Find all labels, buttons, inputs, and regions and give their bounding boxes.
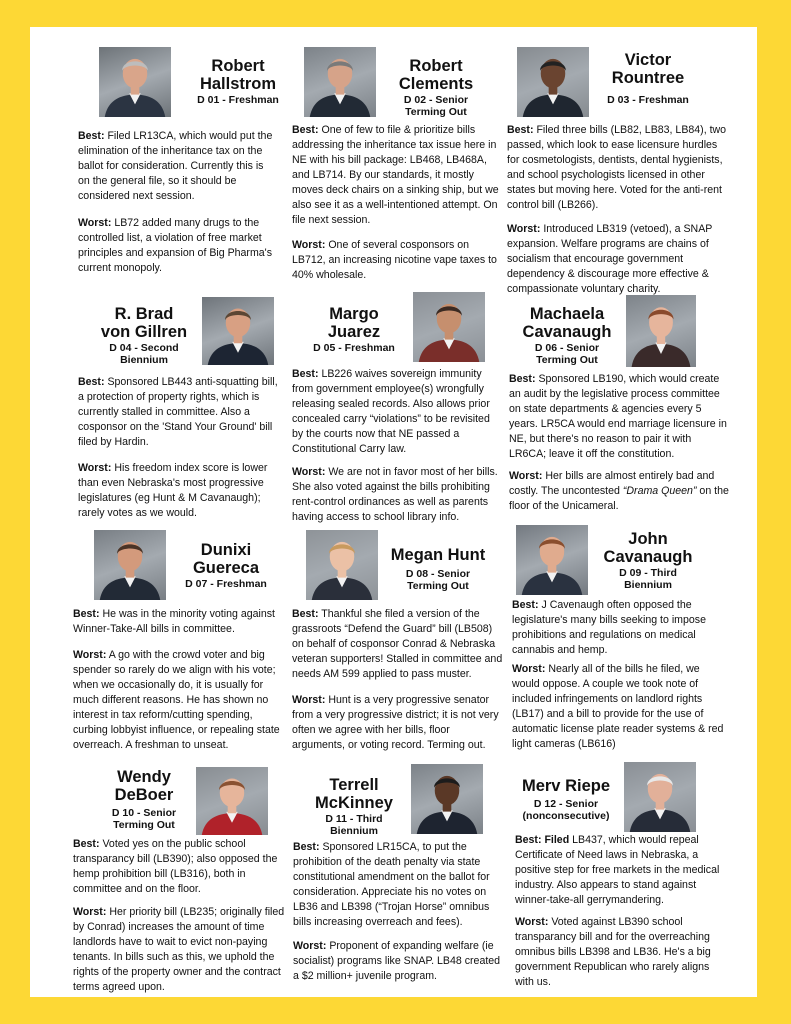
portrait-photo xyxy=(626,295,696,367)
best-text: Best: LB226 waives sovereign immunity from government employee(s) wrongfully releasing sealed records. Also allows prior concealed carry “violations” to be revisited by the courts now that NE passed a Constitutional Carry law. xyxy=(292,368,490,456)
district-label: D 06 - Senior Terming Out xyxy=(534,342,600,366)
best-text: Best: Voted yes on the public school transparancy bill (LB390); also opposed the hemp prohibition bill (LB316), both in committee and on the floor. xyxy=(73,838,278,896)
district-label: D 08 - Senior Terming Out xyxy=(405,568,471,592)
best-text: Best: Sponsored LB190, which would create an audit by the legislative process committee on state departments & agencies every 5 years. LR5CA would end marriage licensure in NE, but there's no reason to pair it with LR6CA; leave it off the constitution. xyxy=(509,373,727,461)
portrait-photo xyxy=(517,47,589,117)
portrait-silhouette xyxy=(99,47,171,117)
best-text: Best: Thankful she filed a version of the grassroots “Defend the Guard” bill (LB508) on behalf of cosponsor Conrad & Nebraska veteran supporters! Stalled in committee and needs AM 599 applied to pass muster. xyxy=(292,608,503,681)
best-text: Best: He was in the minority voting against Winner-Take-All bills in committee. xyxy=(73,608,275,636)
worst-text: Worst: We are not in favor most of her bills. She also voted against the bills prohibiting rent-control ordinances as well as parents having access to school library info. xyxy=(292,466,498,524)
portrait-photo xyxy=(94,530,166,600)
best-text: Best: Filed LR13CA, which would put the elimination of the inheritance tax on the ballot for consideration. Currently this is on the general file, so it should be considered next session. xyxy=(78,130,273,203)
district-label: D 03 - Freshman xyxy=(607,94,689,106)
portrait-silhouette xyxy=(517,47,589,117)
worst-text: Worst: Proponent of expanding welfare (ie socialist) programs like SNAP. LB48 created a $2 million+ juvenile program. xyxy=(293,940,501,983)
district-label: D 01 - Freshman xyxy=(197,94,279,106)
district-label: D 05 - Freshman xyxy=(313,342,395,354)
portrait-silhouette xyxy=(196,767,268,835)
portrait-photo xyxy=(196,767,268,835)
district-label: D 11 - Third Biennium xyxy=(325,813,383,837)
portrait-silhouette xyxy=(516,525,588,595)
legislator-name: Merv Riepe xyxy=(521,777,611,795)
district-label: D 07 - Freshman xyxy=(185,578,267,590)
legislator-name: John Cavanaugh xyxy=(603,530,693,567)
worst-text: Worst: Her priority bill (LB235; originally filed by Conrad) increases the amount of time landlords have to wait to evict non-paying tenants. In bills such as this, we uphold the rights of the property owner and the contract terms agreed upon. xyxy=(73,906,285,994)
portrait-silhouette xyxy=(304,47,376,117)
portrait-photo xyxy=(99,47,171,117)
worst-text: Worst: Her bills are almost entirely bad and costly. The uncontested “Drama Queen” on the floor of the Unicameral. xyxy=(509,470,729,513)
district-label: D 10 - Senior Terming Out xyxy=(111,807,177,831)
portrait-photo xyxy=(202,297,274,365)
legislator-name: R. Brad von Gillren xyxy=(100,305,188,342)
best-text: Best: Filed LB437, which would repeal Certificate of Need laws in Nebraska, a positive step for free markets in the medical industry. Also appears to stand against winner-take-all gerrymandering. xyxy=(515,834,720,907)
district-label: D 09 - Third Biennium xyxy=(619,567,677,591)
portrait-silhouette xyxy=(413,292,485,362)
portrait-photo xyxy=(411,764,483,834)
worst-text: Worst: Hunt is a very progressive senator from a very progressive district; it is not very often we agree with her bills, floor arguments, or voting record. Terming out. xyxy=(292,694,499,752)
portrait-silhouette xyxy=(626,295,696,367)
page-panel xyxy=(30,27,757,997)
portrait-photo xyxy=(413,292,485,362)
legislator-name: Wendy DeBoer xyxy=(114,768,174,805)
portrait-photo xyxy=(304,47,376,117)
worst-text: Worst: Nearly all of the bills he filed, we would oppose. A couple we took note of included infringements on landlord rights (LB17) and a bill to provide for the use of automatic license plate reader systems & red light cameras (LB616) xyxy=(512,663,724,751)
legislator-name: Dunixi Guereca xyxy=(192,541,260,578)
legislator-name: Robert Hallstrom xyxy=(199,57,277,94)
district-label: D 02 - Senior Terming Out xyxy=(403,94,469,118)
district-label: D 04 - Second Biennium xyxy=(109,342,179,366)
best-text: Best: Sponsored LB443 anti-squatting bill, a protection of property rights, which is currently stalled in committee. Also a cosponsor on the 'Stand Your Ground' bill filed by Hardin. xyxy=(78,376,278,449)
legislator-name: Machaela Cavanaugh xyxy=(522,305,612,342)
worst-text: Worst: One of several cosponsors on LB712, an increasing nicotine vape taxes to 40% wholesale. xyxy=(292,239,497,282)
legislator-name: Robert Clements xyxy=(398,57,474,94)
best-text: Best: Filed three bills (LB82, LB83, LB84), two passed, which look to ease licensure hurdles for cosmetologists, dentists, dental hygienists, and school psychologists licensed in other states but moving here. Voted for the anti-rent control bill (LB266). xyxy=(507,124,727,212)
legislator-name: Terrell McKinney xyxy=(315,776,393,813)
district-label: D 12 - Senior (nonconsecutive) xyxy=(522,798,610,822)
best-text: Best: Sponsored LR15CA, to put the prohibition of the death penalty via state constitutional amendment on the ballot for consideration. Appreciate his no votes on LB36 and LB398 (“Trojan Horse” omnibus bills increasing overreach and fees). xyxy=(293,841,490,929)
worst-text: Worst: Introduced LB319 (vetoed), a SNAP expansion. Welfare programs are chains of socialism that encourage government dependency & discourage more effective & compassionate voluntary charity. xyxy=(507,223,713,296)
portrait-silhouette xyxy=(202,297,274,365)
worst-text: Worst: A go with the crowd voter and big spender so rarely do we align with his vote; when we occasionally do, it is usually for much different reasons. He has shown no interest in tax reform/cutting spending, curbing lobbyist influence, or repealing state overreach. A freshman to unseat. xyxy=(73,649,280,752)
portrait-photo xyxy=(306,530,378,600)
portrait-silhouette xyxy=(94,530,166,600)
legislator-name: Megan Hunt xyxy=(390,546,486,564)
legislator-name: Margo Juarez xyxy=(327,305,381,342)
best-text: Best: J Cavenaugh often opposed the legislature's many bills seeking to impose prohibitions and regulations on medical cannabis and hemp. xyxy=(512,599,706,657)
worst-text: Worst: LB72 added many drugs to the controlled list, a violation of free market principles and expansion of Big Pharma's current monopoly. xyxy=(78,217,272,275)
portrait-photo xyxy=(516,525,588,595)
portrait-photo xyxy=(624,762,696,832)
worst-text: Worst: Voted against LB390 school transparancy bill and for the overreaching omnibus bills LB398 and LB36. He's a big government Republican who rarely aligns with us. xyxy=(515,916,711,989)
best-text: Best: One of few to file & prioritize bills addressing the inheritance tax issue here in NE with his bill package: LB468, LB468A, and LB714. By our standards, it mostly moves deck chairs on a sinking ship, but we also see it as a well-intentioned attempt. On file next session. xyxy=(292,124,499,227)
portrait-silhouette xyxy=(624,762,696,832)
portrait-silhouette xyxy=(411,764,483,834)
legislator-name: Victor Rountree xyxy=(611,51,685,88)
portrait-silhouette xyxy=(306,530,378,600)
worst-text: Worst: His freedom index score is lower than even Nebraska's most progressive legislatures (eg Hunt & M Cavanaugh); rarely votes as we would. xyxy=(78,462,268,520)
